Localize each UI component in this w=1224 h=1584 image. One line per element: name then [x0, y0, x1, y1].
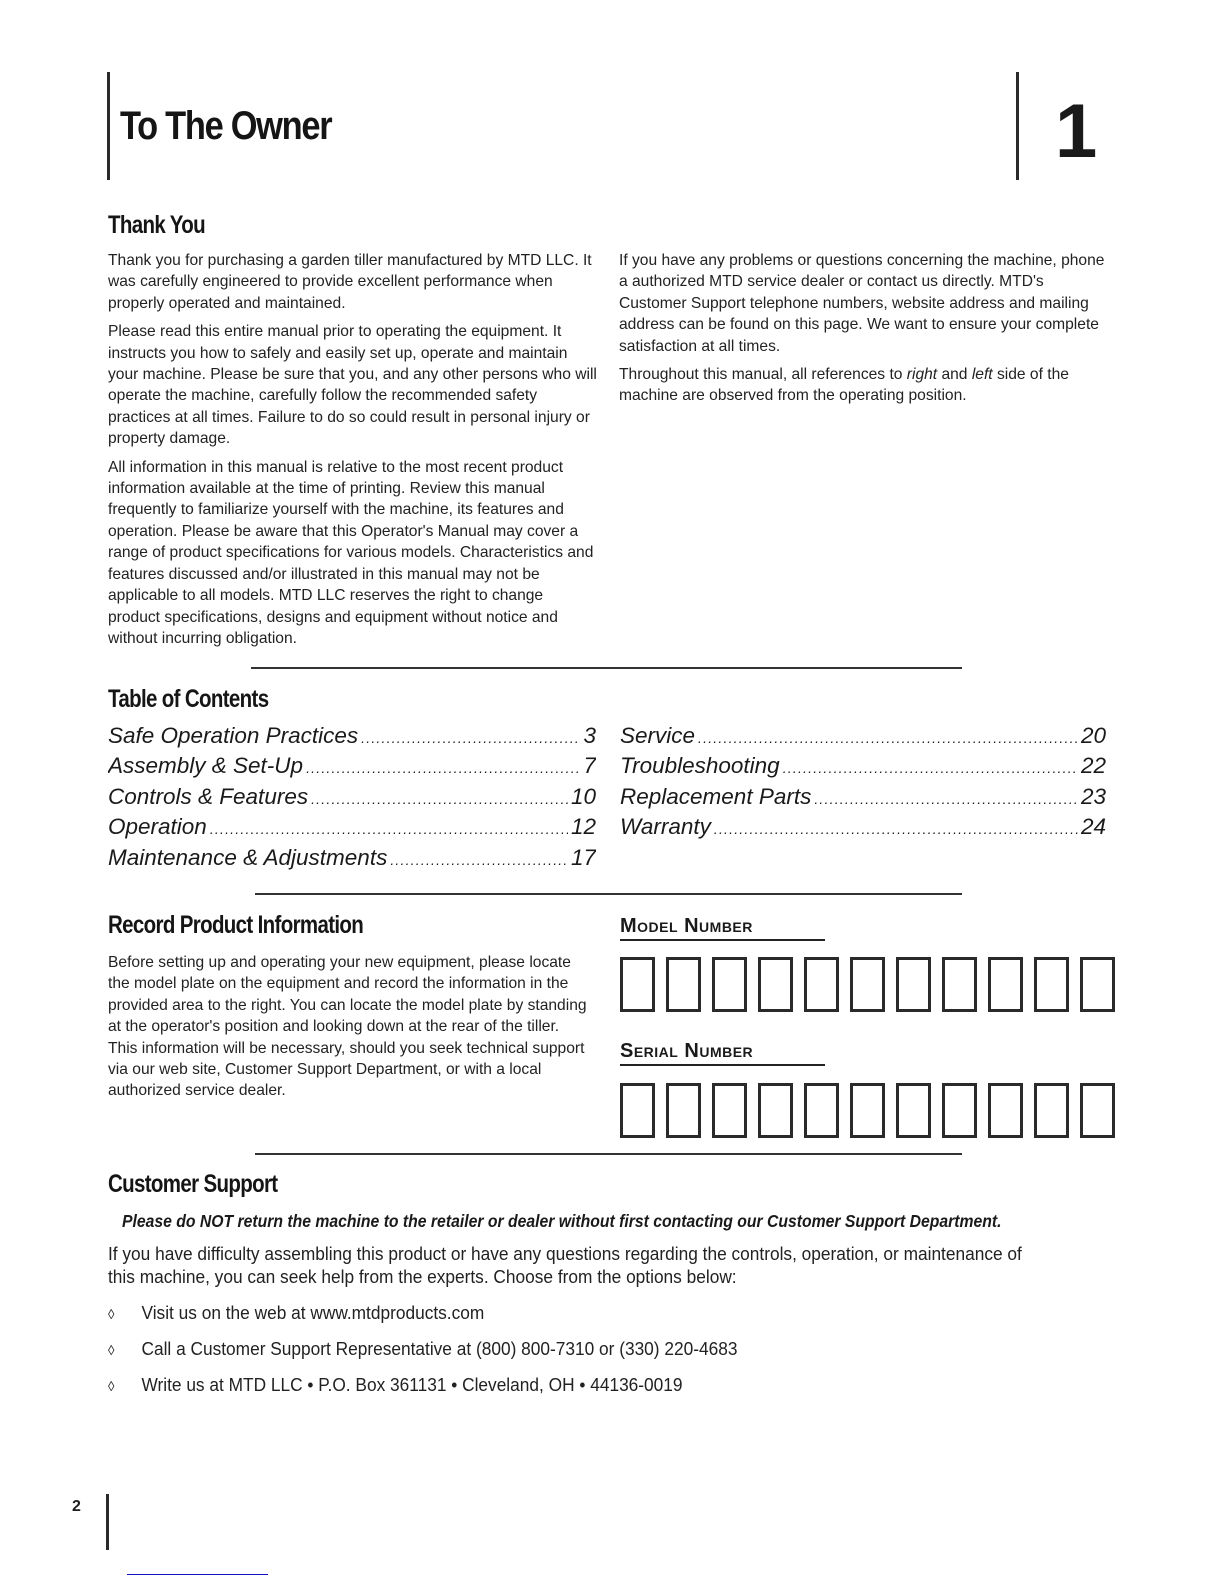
serial-number-box[interactable] [942, 1083, 977, 1138]
chapter-title: To The Owner [120, 104, 332, 148]
thank-you-right-column [619, 250, 1114, 414]
support-heading: Customer Support [108, 1170, 278, 1198]
toc-leader-dots [311, 785, 568, 813]
left-emphasis: left [971, 366, 993, 384]
toc-entry-page: 22 [1080, 753, 1106, 779]
toc-right-column [620, 722, 1106, 844]
serial-number-boxes [620, 1083, 1115, 1138]
serial-number-box[interactable] [850, 1083, 885, 1138]
orientation-text: Throughout this manual, all references to [619, 366, 907, 384]
toc-entry-page: 23 [1080, 783, 1106, 809]
section-divider [255, 1153, 962, 1155]
support-intro: If you have difficulty assembling this product or have any questions regarding the controls, operation, or maintenance of this machine, you can seek help from the experts. Choose from the options below: [108, 1243, 1022, 1287]
model-number-box[interactable] [1034, 957, 1069, 1012]
blue-underline-mark [127, 1574, 268, 1575]
support-option-text[interactable]: Visit us on the web at www.mtdproducts.com [141, 1302, 485, 1323]
model-number-boxes [620, 957, 1115, 1012]
toc-leader-dots [361, 724, 580, 752]
record-heading: Record Product Information [108, 911, 364, 939]
diamond-bullet-icon: ◊ [108, 1342, 115, 1358]
serial-number-box[interactable] [1034, 1083, 1069, 1138]
chapter-number: 1 [1055, 89, 1098, 174]
model-number-box[interactable] [666, 957, 701, 1012]
toc-entry-label: Assembly & Set-Up [108, 753, 304, 779]
thank-you-heading: Thank You [108, 211, 205, 239]
toc-entry[interactable] [620, 813, 1106, 843]
toc-entry[interactable] [108, 752, 596, 782]
toc-left-column [108, 722, 596, 874]
model-number-box[interactable] [850, 957, 885, 1012]
contact-paragraph: If you have any problems or questions concerning the machine, phone a authorized MTD service dealer or contact us directly. MTD's Customer Support telephone numbers, website address and mailing address can be found on this page. We want to ensure your complete satisfaction at all times. [619, 252, 1105, 355]
diamond-bullet-icon: ◊ [108, 1306, 115, 1322]
support-notice: Please do NOT return the machine to the retailer or dealer without first contacting our Customer Support Department. [122, 1211, 1002, 1231]
serial-number-box[interactable] [896, 1083, 931, 1138]
toc-entry[interactable] [620, 722, 1106, 752]
support-option-mail [108, 1374, 683, 1396]
toc-leader-dots [210, 815, 568, 843]
orientation-text: side of the machine are observed from the operating position. [619, 366, 1069, 405]
toc-entry[interactable] [108, 844, 596, 874]
model-number-box[interactable] [712, 957, 747, 1012]
model-number-box[interactable] [942, 957, 977, 1012]
information-paragraph: All information in this manual is relative to the most recent product information available at the time of printing. Review this manual frequently to familiarize yourself with the machine, its features and operation. Please be aware that this Operator's Manual may cover a range of product specifications for various models. Characteristics and features discussed and/or illustrated in this manual may not be applicable to all models. MTD LLC reserves the right to change product specifications, designs and equipment without notice and without incurring obligation. [108, 458, 594, 647]
toc-leader-dots [783, 754, 1078, 782]
thank-you-left-column [108, 250, 598, 656]
toc-entry-label: Replacement Parts [620, 783, 812, 809]
support-option-text: Write us at MTD LLC • P.O. Box 361131 • Cleveland, OH • 44136-0019 [141, 1374, 683, 1395]
toc-entry-label: Maintenance & Adjustments [108, 844, 388, 870]
serial-number-label: Serial Number [620, 1040, 825, 1066]
toc-entry-label: Operation [108, 814, 207, 840]
toc-entry[interactable] [108, 783, 596, 813]
support-option-web [108, 1302, 484, 1324]
serial-number-box[interactable] [758, 1083, 793, 1138]
toc-entry[interactable] [108, 813, 596, 843]
model-number-box[interactable] [988, 957, 1023, 1012]
toc-entry-page: 7 [583, 753, 596, 779]
footer-bar [106, 1494, 109, 1550]
toc-entry-label: Warranty [620, 814, 711, 840]
model-number-box[interactable] [804, 957, 839, 1012]
section-divider [251, 667, 962, 669]
toc-heading: Table of Contents [108, 685, 269, 713]
toc-entry-label: Service [620, 723, 696, 748]
toc-entry-label: Safe Operation Practices [108, 723, 359, 748]
toc-leader-dots [390, 846, 568, 874]
toc-entry-label: Controls & Features [108, 783, 309, 809]
toc-entry-page: 3 [583, 723, 596, 748]
toc-entry-label: Troubleshooting [620, 753, 780, 779]
serial-number-box[interactable] [988, 1083, 1023, 1138]
model-number-box[interactable] [620, 957, 655, 1012]
serial-number-box[interactable] [1080, 1083, 1115, 1138]
record-body: Before setting up and operating your new equipment, please locate the model plate on the equipment and record the information in the provided area to the right. You can locate the model plate by standing at the operator's position and looking down at the rear of the tiller. This information will be necessary, should you seek technical support via our web site, Customer Support Department, or with a local authorized service dealer. [108, 954, 587, 1100]
toc-entry-page: 10 [570, 783, 596, 809]
toc-entry-page: 17 [570, 844, 596, 870]
serial-number-box[interactable] [804, 1083, 839, 1138]
read-manual-paragraph: Please read this entire manual prior to operating the equipment. It instructs you how to safely and easily set up, operate and maintain your machine. Please be sure that you, and any other persons who will operate the machine, carefully follow the recommended safety practices at all times. Failure to do so could result in personal injury or property damage. [108, 323, 597, 448]
serial-number-box[interactable] [666, 1083, 701, 1138]
toc-leader-dots [814, 785, 1078, 813]
thank-you-paragraph: Thank you for purchasing a garden tiller manufactured by MTD LLC. It was carefully engineered to provide excellent performance when properly operated and maintained. [108, 252, 592, 312]
toc-leader-dots [714, 815, 1078, 843]
chapter-number-bar [1016, 72, 1019, 180]
toc-entry-page: 20 [1080, 723, 1106, 748]
serial-number-box[interactable] [620, 1083, 655, 1138]
toc-entry-page: 24 [1080, 814, 1106, 840]
model-number-box[interactable] [758, 957, 793, 1012]
diamond-bullet-icon: ◊ [108, 1378, 115, 1394]
page-number: 2 [72, 1498, 81, 1515]
toc-leader-dots [306, 754, 580, 782]
serial-number-box[interactable] [712, 1083, 747, 1138]
toc-entry-page: 12 [570, 814, 596, 840]
support-option-phone [108, 1338, 737, 1360]
orientation-text: and [937, 366, 972, 384]
toc-entry[interactable] [620, 783, 1106, 813]
orientation-paragraph [619, 364, 1114, 407]
toc-entry[interactable] [108, 722, 596, 752]
model-number-box[interactable] [1080, 957, 1115, 1012]
support-option-text: Call a Customer Support Representative at (800) 800-7310 or (330) 220-4683 [141, 1338, 738, 1359]
toc-entry[interactable] [620, 752, 1106, 782]
right-emphasis: right [906, 366, 938, 384]
title-left-bar [107, 72, 110, 180]
toc-leader-dots [698, 724, 1078, 752]
model-number-box[interactable] [896, 957, 931, 1012]
section-divider [255, 893, 962, 895]
model-number-label: Model Number [620, 915, 825, 941]
